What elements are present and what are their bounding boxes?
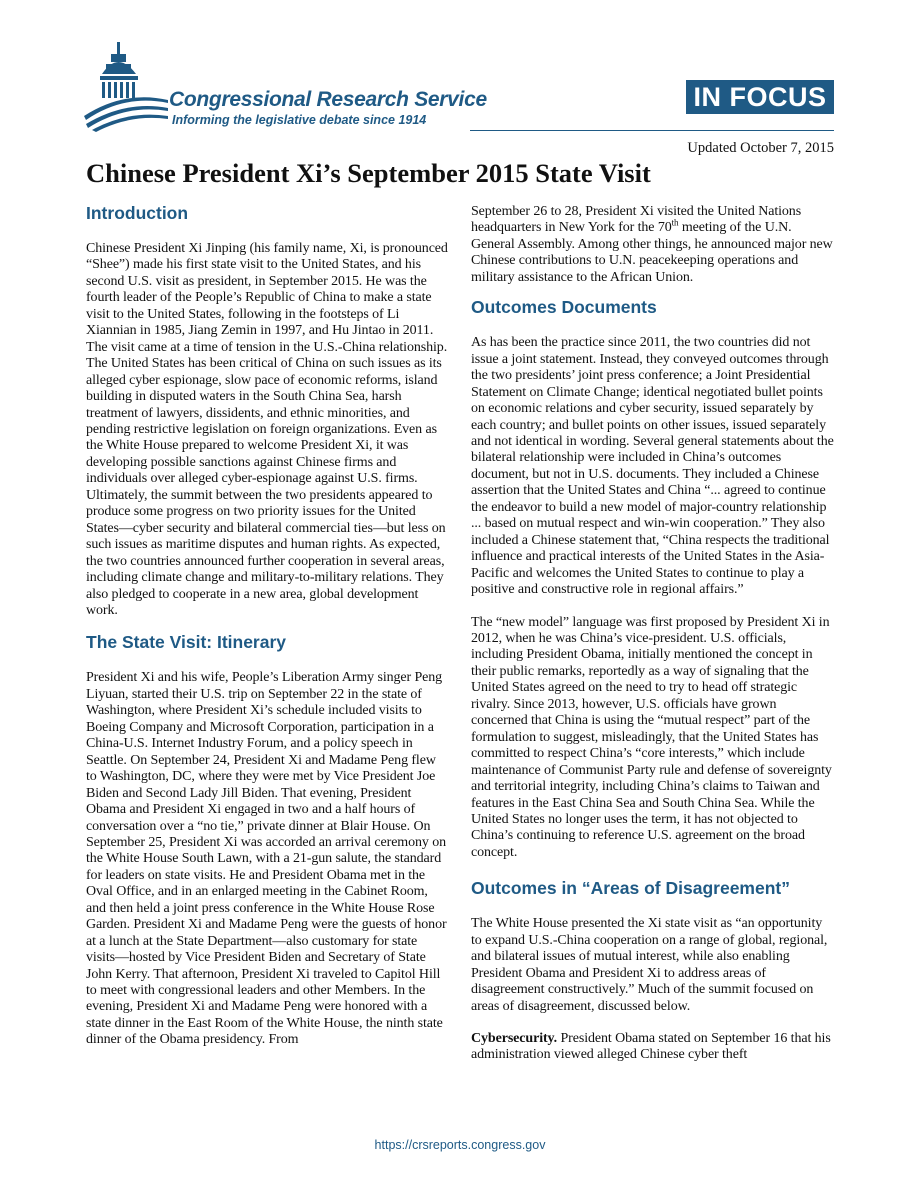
itinerary-paragraph: President Xi and his wife, People’s Liberation Army singer Peng Liyuan, started their U.S. trip on September 22 in the state of Washington, where President Xi’s schedule included visits to Boeing Company and Microsoft Corporation, participation in a China-U.S. Internet Industry Forum, and a policy speech in Seattle. On September 24, President Xi and Madame Peng flew to Washington, DC, where they were met by Vice President Joe Biden and Second Lady Jill Biden. That evening, President Obama and President Xi engaged in two and a half hours of conversation over a “no tie,” private dinner at Blair House. On September 25, President Xi was accorded an arrival ceremony on the White House South Lawn, with a 21-gun salute, the standard for leaders on state visits. He and President Obama met in the Oval Office, and in an enlarged meeting in the Cabinet Room, and then held a joint press conference in the White House Rose Garden. President Xi and Madame Peng were the guests of honor at a lunch at the State Department—also customary for state visits—hosted by Vice President Biden and Secretary of State John Kerry. That afternoon, President Xi traveled to Capitol Hill to meet with congressional leaders and other Members. In the evening, President Xi and Madame Peng were honored with a state dinner in the East Room of the White House, the ninth state dinner of the Obama presidency. From: [86, 670, 447, 1048]
cybersecurity-label: Cybersecurity.: [471, 1031, 558, 1047]
footer: [0, 1138, 920, 1152]
org-tagline: Informing the legislative debate since 1914: [172, 113, 427, 127]
page-title: Chinese President Xi’s September 2015 State Visit: [86, 158, 651, 188]
cybersecurity-text: President Obama stated on September 16 that his administration viewed alleged Chinese cyber theft: [471, 1031, 831, 1063]
disagreement-paragraph: The White House presented the Xi state visit as “an opportunity to expand U.S.-China cooperation on a range of global, regional, and bilateral issues of mutual interest, while also enabling President Obama and President Xi to address areas of disagreement constructively.” Much of the summit focused on areas of disagreement, discussed below.: [471, 916, 828, 1014]
crs-reports-link[interactable]: https://crsreports.congress.gov: [374, 1138, 546, 1152]
in-focus-badge: IN FOCUS: [686, 80, 834, 114]
continuation-text-b: meeting of the U.N. General Assembly. Among other things, he announced major new Chinese contributions to U.N. peacekeeping operations and military assistance to the African Union.: [471, 220, 833, 285]
cybersecurity-paragraph: [471, 1031, 834, 1064]
right-column: [471, 204, 834, 1072]
outcomes-documents-heading: Outcomes Documents: [471, 297, 657, 318]
capitol-dome-icon: [84, 40, 174, 132]
updated-date: Updated October 7, 2015: [687, 140, 834, 156]
introduction-paragraph: Chinese President Xi Jinping (his family name, Xi, is pronounced “Shee”) made his first state visit to the United States, and his second U.S. visit as president, in September 2015. He was the fourth leader of the People’s Republic of China to make a state visit to the United States, following in the footsteps of Li Xiannian in 1985, Jiang Zemin in 1997, and Hu Jintao in 2011. The visit came at a time of tension in the U.S.-China relationship. The United States has been critical of China on such issues as its alleged cyber espionage, slow pace of economic reforms, island building in disputed waters in the South China Sea, harsh treatment of lawyers, dissidents, and ethnic minorities, and pending restrictive legislation on foreign organizations. Even as the White House prepared to welcome President Xi, it was developing possible sanctions against Chinese firms and individuals over alleged cyber-espionage against U.S. firms. Ultimately, the summit between the two presidents appeared to produce some progress on two priority issues for the United States—cyber security and bilateral commercial ties—but less on such issues as maritime disputes and human rights. As expected, the two countries announced further cooperation in several areas, including climate change and military-to-military relations. They also pledged to cooperate in a new area, global development work.: [86, 241, 448, 618]
itinerary-continuation: [471, 204, 834, 286]
org-name: Congressional Research Service: [169, 88, 487, 111]
header-rule: [470, 130, 834, 131]
itinerary-heading: The State Visit: Itinerary: [86, 632, 287, 653]
disagreement-heading: Outcomes in “Areas of Disagreement”: [471, 878, 790, 899]
outcomes-paragraph-2: The “new model” language was first proposed by President Xi in 2012, when he was China’s vice-president. U.S. officials, including President Obama, initially mentioned the concept in their public remarks, reportedly as a way of signaling that the United States agreed on the need to try to head off strategic rivalry. Since 2013, however, U.S. officials have grown concerned that China is using the “mutual respect” part of the formulation to suggest, misleadingly, that the United States has committed to respect China’s “core interests,” which include maintenance of Communist Party rule and defense of sovereignty and territorial integrity, including China’s claims to Taiwan and features in the East China Sea and South China Sea. While the United States no longer uses the term, it has not objected to China’s continuing to reference U.S. agreement on the broad concept.: [471, 614, 832, 860]
introduction-heading: Introduction: [86, 203, 189, 223]
crs-logo: [84, 40, 504, 132]
ordinal-suffix: th: [671, 217, 679, 228]
continuation-text-a: September 26 to 28, President Xi visited the United Nations headquarters in New York for the 70: [471, 204, 802, 236]
left-column: [86, 202, 449, 1065]
outcomes-paragraph-1: As has been the practice since 2011, the two countries did not issue a joint statement. Instead, they conveyed outcomes through the two presidents’ joint press conference; a Joint Presidential Statement on Climate Change; identical negotiated bullet points on economic relations and cyber security, issued separately by each country; and bullet points on other issues, issued separately and not identical in wording. Several general statements about the bilateral relationship were included in China’s outcomes document, but not in U.S. documents. They included a Chinese assertion that the United States and China “... agreed to continue the endeavor to build a new model of major-country relationship ... based on mutual respect and win-win cooperation.” They also included a Chinese statement that, “China respects the traditional influence and practical interests of the United States in the Asia-Pacific and welcomes the United States to continue to play a positive and constructive role in regional affairs.”: [471, 335, 834, 598]
